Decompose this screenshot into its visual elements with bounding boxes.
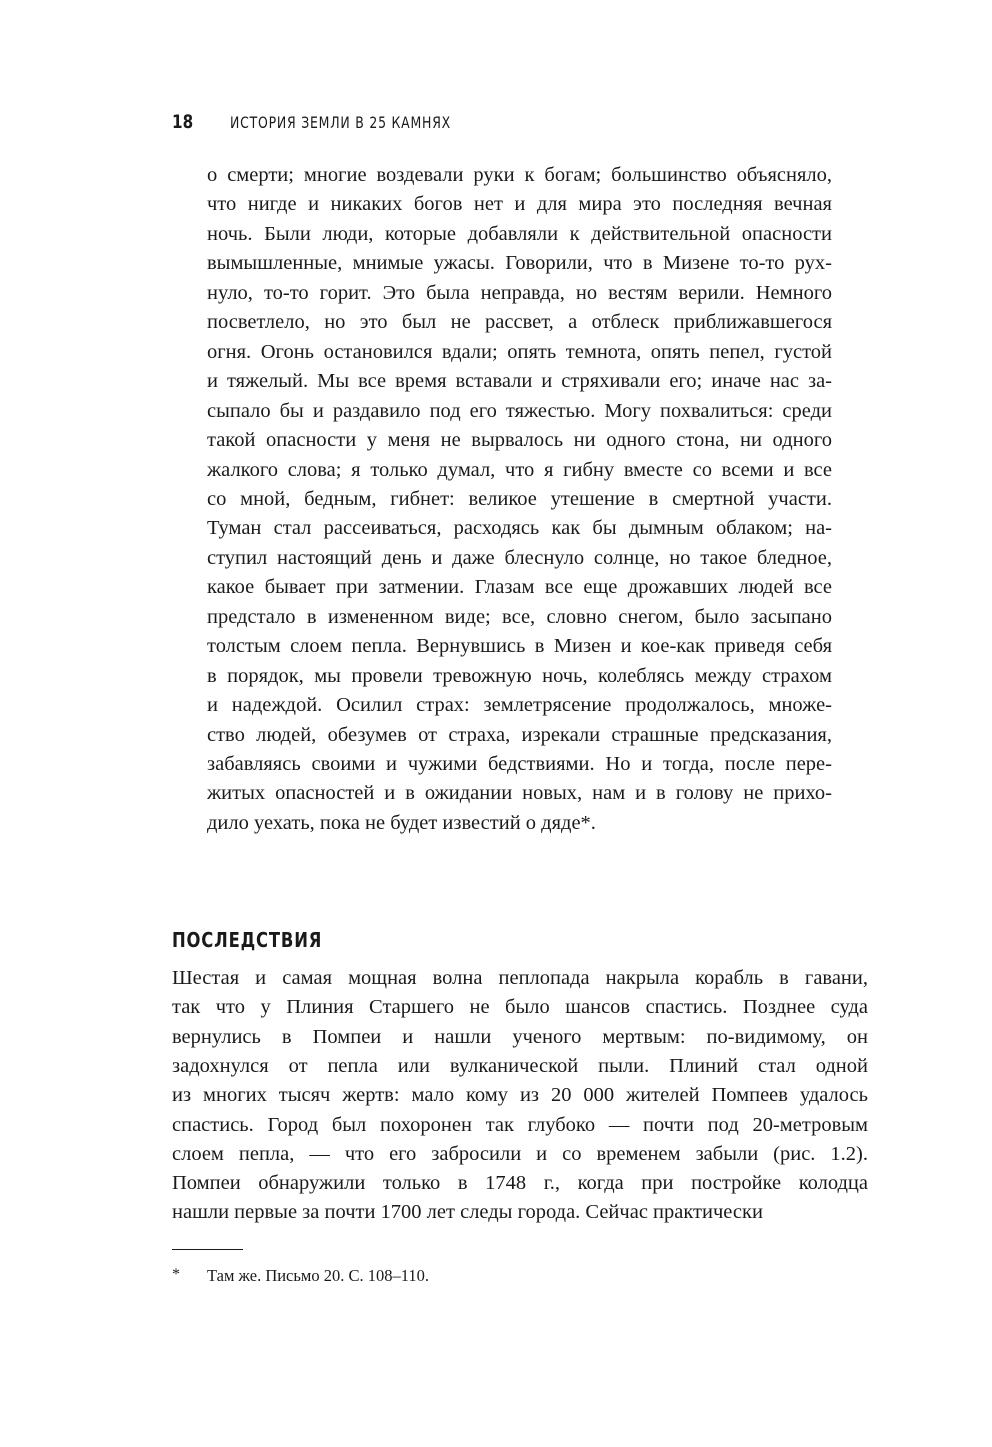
text-line: задохнулся от пепла или вулканической пыли. Плиний стал одной <box>172 1054 868 1077</box>
text-line: Туман стал рассеиваться, расходясь как бы дымным облаком; на- <box>207 517 832 540</box>
text-line: толстым слоем пепла. Вернувшись в Мизен и кое-как приведя себя <box>207 635 832 658</box>
text-line: житых опасностей и в ожидании новых, нам и в голову не прихо- <box>207 782 832 805</box>
text-line: так что у Плиния Старшего не было шансов спастись. Позднее суда <box>172 996 868 1019</box>
text-line: такой опасности у меня не вырвалось ни одного стона, ни одного <box>207 429 832 452</box>
text-line: в порядок, мы провели тревожную ночь, колеблясь между страхом <box>207 664 832 687</box>
text-line: со мной, бедным, гибнет: великое утешение в смертной участи. <box>207 487 832 510</box>
text-line: посветлело, но это был не рассвет, а отблеск приближавшегося <box>207 311 832 334</box>
page-number: 18 <box>172 111 194 133</box>
text-line: Шестая и самая мощная волна пеплопада накрыла корабль в гавани, <box>172 967 868 989</box>
text-line: дило уехать, пока не будет известий о дяде*. <box>207 811 596 834</box>
text-line: ство людей, обезумев от страха, изрекали страшные предсказания, <box>207 723 832 746</box>
text-line: что нигде и никаких богов нет и для мира это последняя вечная <box>207 193 832 216</box>
text-line: спастись. Город был похоронен так глубоко — почти под 20-метровым <box>172 1113 868 1136</box>
text-line: и надеждой. Осилил страх: землетрясение продолжалось, множе- <box>207 694 832 717</box>
text-line: какое бывает при затмении. Глазам все еще дрожавших людей все <box>207 576 832 599</box>
footnote-mark: * <box>172 1266 180 1283</box>
text-line: огня. Огонь остановился вдали; опять темнота, опять пепел, густой <box>207 340 832 363</box>
text-line: ночь. Были люди, которые добавляли к действительной опасности <box>207 222 832 245</box>
text-line: ступил настоящий день и даже блеснуло солнце, но такое бледное, <box>207 546 832 569</box>
text-line: из многих тысяч жертв: мало кому из 20 000 жителей Помпеев удалось <box>172 1084 868 1107</box>
text-line: нашли первые за почти 1700 лет следы города. Сейчас практически <box>172 1201 763 1224</box>
text-line: и тяжелый. Мы все время вставали и стряхивали его; иначе нас за- <box>207 370 832 393</box>
text-line: жалкого слова; я только думал, что я гибну вместе со всеми и все <box>207 458 832 481</box>
text-line: нуло, то-то горит. Это была неправда, но вестям верили. Немного <box>207 281 832 304</box>
text-line: слоем пепла, — что его забросили и со временем забыли (рис. 1.2). <box>172 1142 868 1165</box>
text-line: забавляясь своими и чужими бедствиями. Но и тогда, после пере- <box>207 753 832 775</box>
text-line: вернулись в Помпеи и нашли ученого мертвым: по-видимому, он <box>172 1025 868 1048</box>
text-line: вымышленные, мнимые ужасы. Говорили, что в Мизене то-то рух- <box>207 252 832 275</box>
text-line: Помпеи обнаружили только в 1748 г., когда при постройке колодца <box>172 1172 868 1195</box>
running-title: ИСТОРИЯ ЗЕМЛИ В 25 КАМНЯХ <box>230 113 451 132</box>
text-line: предстало в измененном виде; все, словно снегом, было засыпано <box>207 605 832 628</box>
text-line: о смерти; многие воздевали руки к богам; большинство объясняло, <box>207 164 832 186</box>
section-heading: ПОСЛЕДСТВИЯ <box>172 928 323 952</box>
footnote-text: Там же. Письмо 20. С. 108–110. <box>207 1266 429 1285</box>
footnote-divider <box>172 1249 243 1250</box>
text-line: сыпало бы и раздавило под его тяжестью. Могу похвалиться: среди <box>207 399 832 422</box>
